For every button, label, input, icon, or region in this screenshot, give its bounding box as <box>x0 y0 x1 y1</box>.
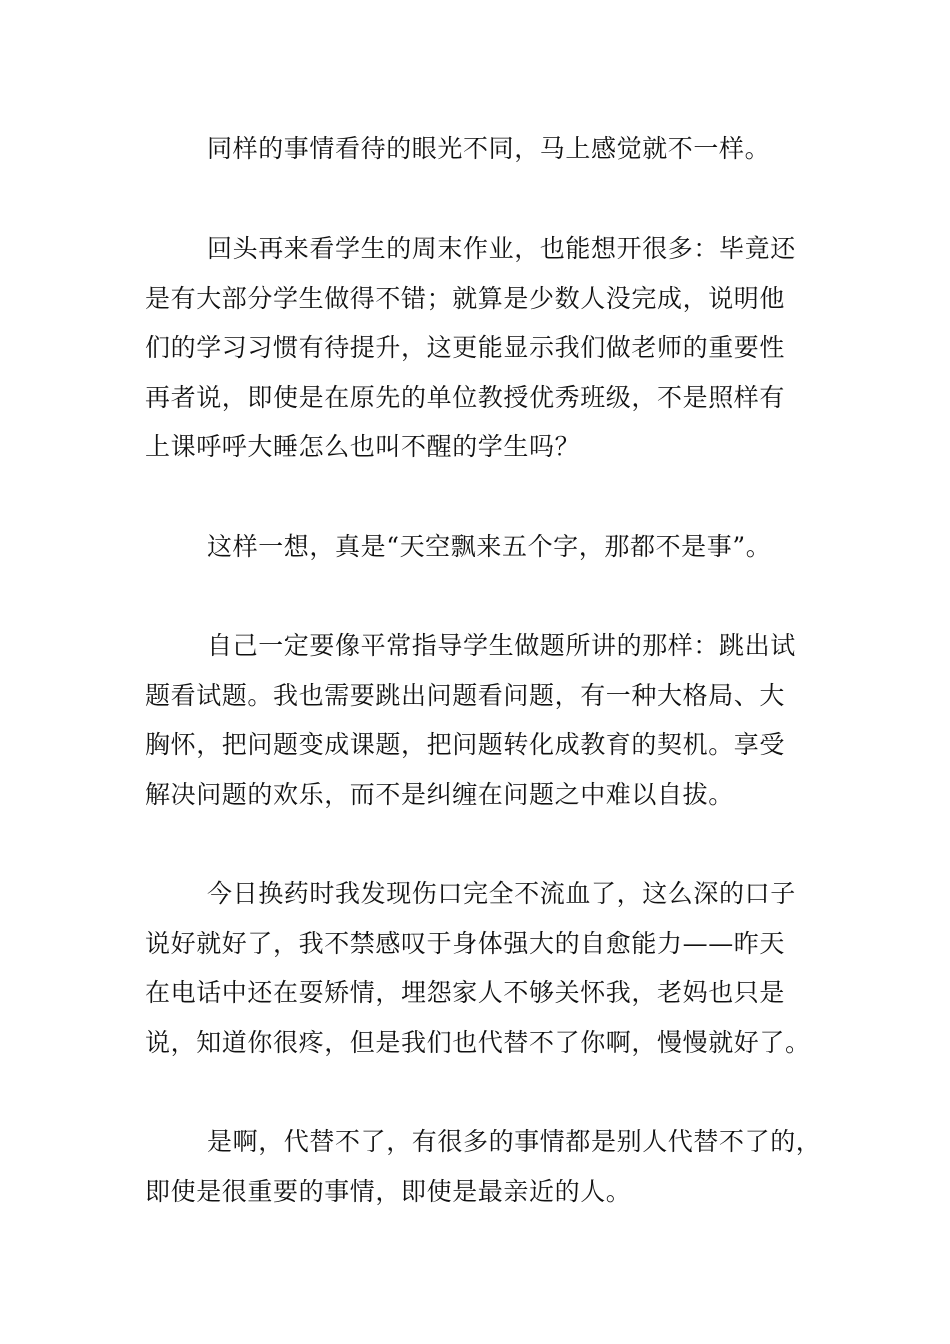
text-line: 说，知道你很疼，但是我们也代替不了你啊，慢慢就好了。 <box>145 1027 811 1057</box>
text-line: 题看试题。我也需要跳出问题看问题，有一种大格局、大 <box>145 680 786 710</box>
paragraph-5 <box>145 869 815 1067</box>
text-line: 解决问题的欢乐，而不是纠缠在问题之中难以自拔。 <box>145 779 734 809</box>
paragraph-4 <box>145 621 815 819</box>
text-line: 即使是很重要的事情，即使是最亲近的人。 <box>145 1176 632 1206</box>
paragraph-2 <box>145 224 815 472</box>
text-line: 在电话中还在耍矫情，埋怨家人不够关怀我，老妈也只是 <box>145 978 786 1007</box>
text-line: 再者说，即使是在原先的单位教授优秀班级，不是照样有 <box>145 382 786 412</box>
paragraph-6 <box>145 1117 822 1216</box>
text-line: 上课呼呼大睡怎么也叫不醒的学生吗？ <box>145 432 581 461</box>
text-line: 同样的事情看待的眼光不同，马上感觉就不一样。 <box>207 134 771 163</box>
text-line: 胸怀，把问题变成课题，把问题转化成教育的契机。享受 <box>145 730 786 759</box>
paragraph-1 <box>145 124 815 174</box>
text-line: 自己一定要像平常指导学生做题所讲的那样：跳出试 <box>207 631 796 660</box>
text-line: 是啊，代替不了，有很多的事情都是别人代替不了的， <box>207 1127 822 1156</box>
text-line: 这样一想，真是“天空飘来五个字，那都不是事”。 <box>207 532 772 561</box>
text-line: 是有大部分学生做得不错；就算是少数人没完成，说明他 <box>145 283 786 313</box>
text-line: 今日换药时我发现伤口完全不流血了，这么深的口子 <box>207 879 796 908</box>
paragraph-3 <box>145 522 815 572</box>
text-line: 说好就好了，我不禁感叹于身体强大的自愈能力——昨天 <box>145 928 786 958</box>
text-line: 们的学习习惯有待提升，这更能显示我们做老师的重要性 <box>145 333 786 362</box>
text-line: 回头再来看学生的周末作业，也能想开很多：毕竟还 <box>207 234 796 263</box>
